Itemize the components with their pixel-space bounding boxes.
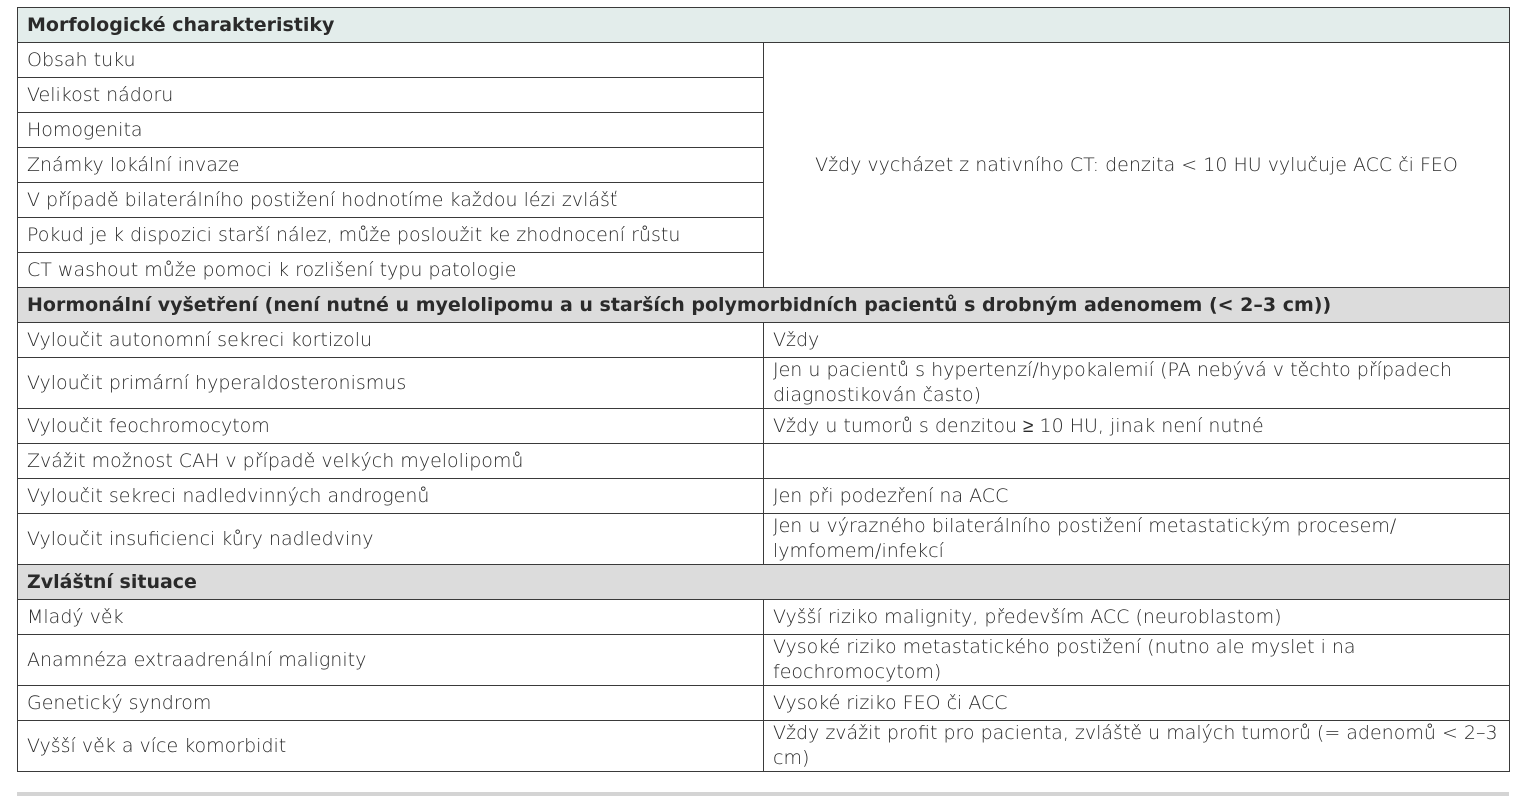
row-label: Vyloučit autonomní sekreci kortizolu <box>18 323 764 358</box>
row-value: Vysoké riziko FEO či ACC <box>764 686 1510 721</box>
table-row <box>18 600 1510 635</box>
table-row <box>18 721 1510 772</box>
row-label: Známky lokální invaze <box>18 148 764 183</box>
row-label: Vyloučit insuficienci kůry nadledviny <box>18 514 764 565</box>
table-row <box>18 635 1510 686</box>
table-row <box>18 323 1510 358</box>
table-row <box>18 479 1510 514</box>
row-label: Vyloučit sekreci nadledvinných androgenů <box>18 479 764 514</box>
section-header-row <box>18 8 1510 43</box>
merged-note-cell: Vždy vycházet z nativního CT: denzita < 10 HU vylučuje ACC či FEO <box>764 43 1510 288</box>
section-title-morphology: Morfologické charakteristiky <box>18 8 1510 43</box>
row-label: Homogenita <box>18 113 764 148</box>
row-value: Jen u výrazného bilaterálního postižení metastatickým procesem/ lymfomem/infekcí <box>764 514 1510 565</box>
row-value: Vždy u tumorů s denzitou ≥ 10 HU, jinak není nutné <box>764 409 1510 444</box>
section-title-special: Zvláštní situace <box>18 565 1510 600</box>
table-row <box>18 43 1510 78</box>
table-row <box>18 409 1510 444</box>
row-value: Vysoké riziko metastatického postižení (nutno ale myslet i na feochromocytom) <box>764 635 1510 686</box>
row-label: Vyšší věk a více komorbidit <box>18 721 764 772</box>
row-label: Obsah tuku <box>18 43 764 78</box>
section-title-hormonal: Hormonální vyšetření (není nutné u myelolipomu a u starších polymorbidních pacientů s drobným adenomem (< 2–3 cm)) <box>18 288 1510 323</box>
table-row <box>18 686 1510 721</box>
row-label: Pokud je k dispozici starší nález, může posloužit ke zhodnocení růstu <box>18 218 764 253</box>
row-value <box>764 444 1510 479</box>
adrenal-incidentaloma-table <box>17 7 1510 772</box>
row-value: Vždy zvážit profit pro pacienta, zvláště u malých tumorů (= adenomů < 2–3 cm) <box>764 721 1510 772</box>
row-label: Genetický syndrom <box>18 686 764 721</box>
table-row <box>18 444 1510 479</box>
row-value: Vždy <box>764 323 1510 358</box>
row-value: Jen při podezření na ACC <box>764 479 1510 514</box>
table-row <box>18 514 1510 565</box>
row-label: V případě bilaterálního postižení hodnotíme každou lézi zvlášť <box>18 183 764 218</box>
row-value: Jen u pacientů s hypertenzí/hypokalemií (PA nebývá v těchto případech diagnostikován často) <box>764 358 1510 409</box>
row-label: Velikost nádoru <box>18 78 764 113</box>
section-header-row <box>18 288 1510 323</box>
row-label: Vyloučit feochromocytom <box>18 409 764 444</box>
table-row <box>18 358 1510 409</box>
bottom-divider <box>17 792 1509 796</box>
section-header-row <box>18 565 1510 600</box>
row-label: Mladý věk <box>18 600 764 635</box>
row-label: Vyloučit primární hyperaldosteronismus <box>18 358 764 409</box>
row-label: CT washout může pomoci k rozlišení typu patologie <box>18 253 764 288</box>
row-label: Anamnéza extraadrenální malignity <box>18 635 764 686</box>
row-value: Vyšší riziko malignity, především ACC (neuroblastom) <box>764 600 1510 635</box>
row-label: Zvážit možnost CAH v případě velkých myelolipomů <box>18 444 764 479</box>
